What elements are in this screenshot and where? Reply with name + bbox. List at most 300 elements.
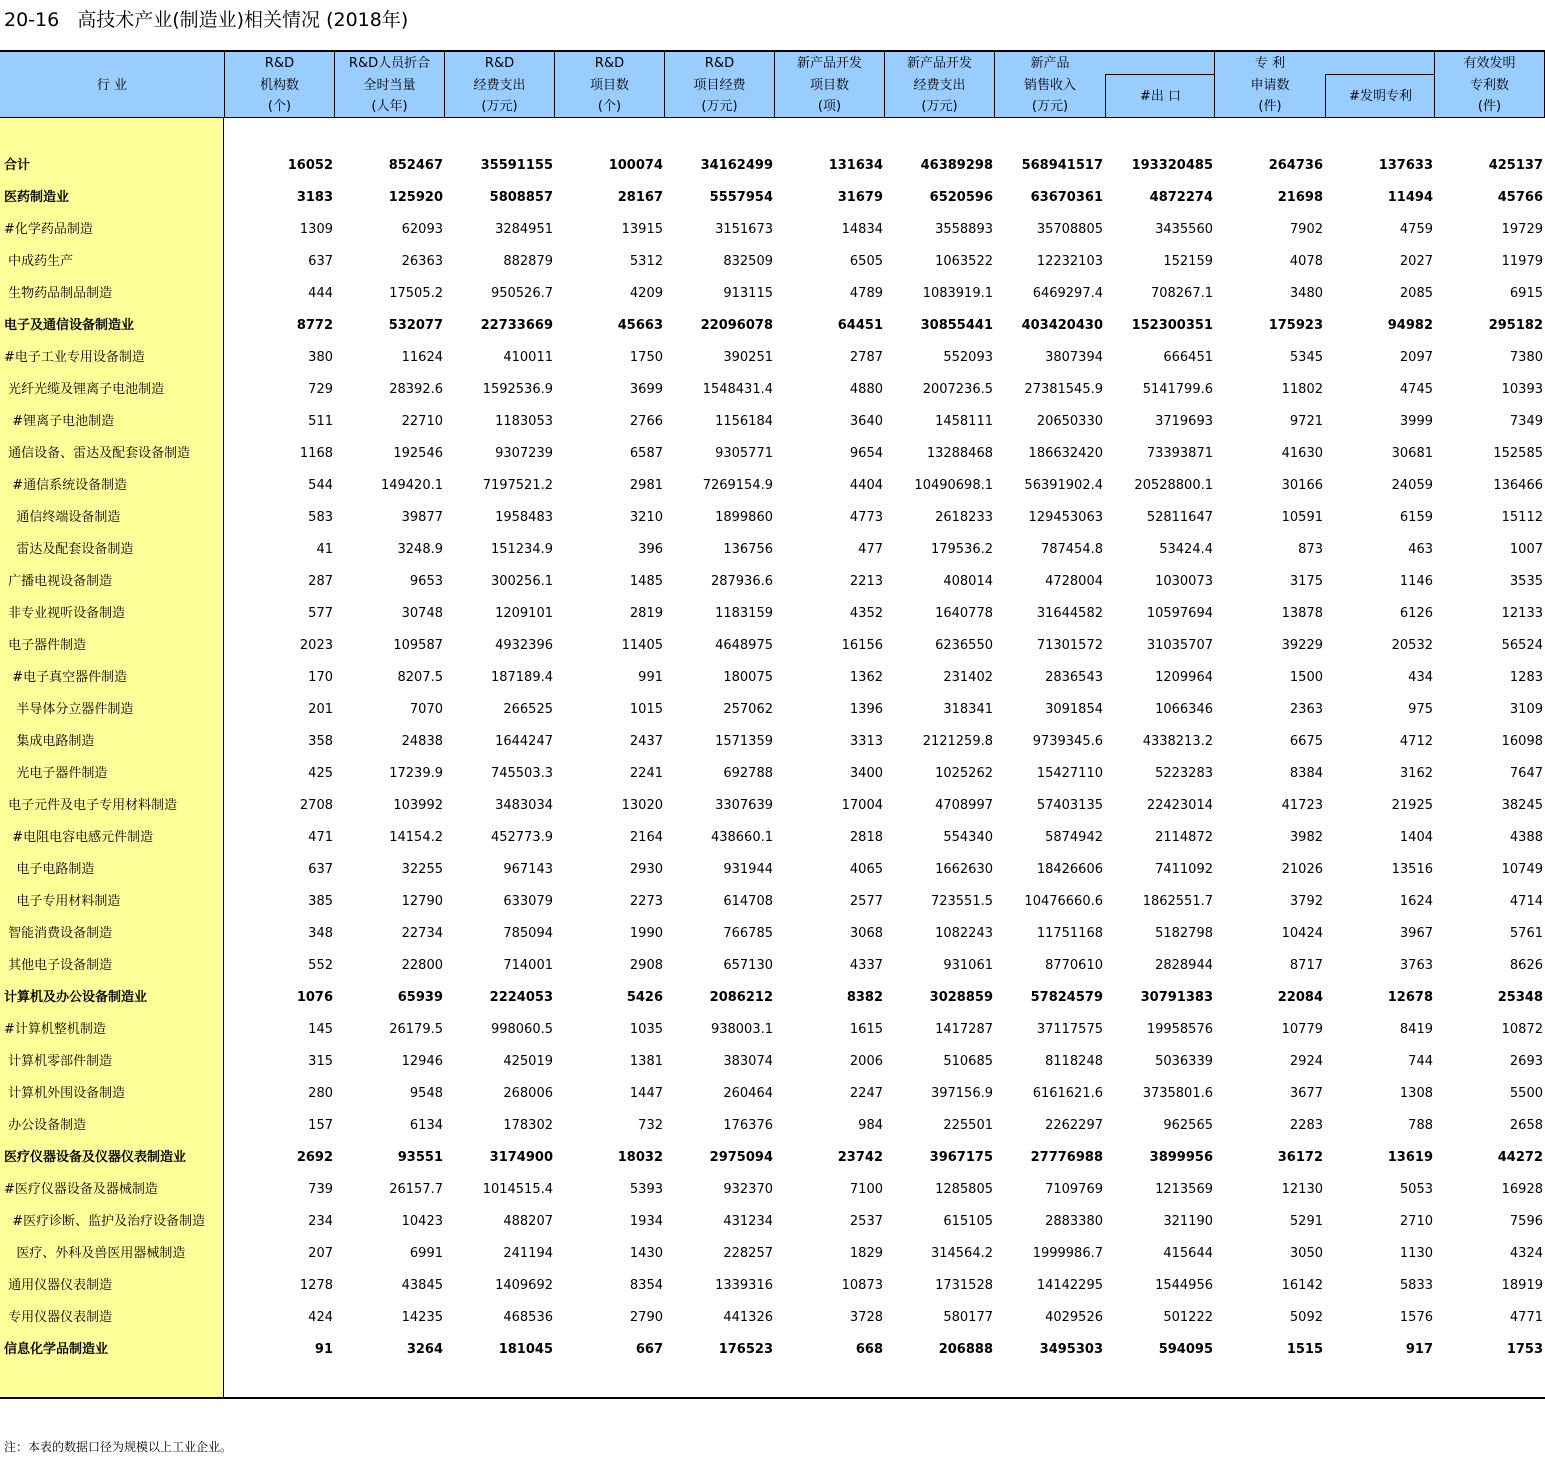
cell-rd-expenditure: 410011 [503,350,553,365]
cell-rd-expenditure: 1183053 [495,414,553,429]
cell-newprod-export: 5223283 [1155,766,1213,781]
cell-rd-projects: 45663 [617,318,663,333]
cell-newprod-export: 152159 [1163,254,1213,269]
cell-rd-projects: 1035 [629,1022,663,1037]
cell-newprod-expenditure: 1662630 [935,862,993,877]
cell-patent-applications: 3175 [1289,574,1323,589]
table-row [0,1270,1545,1302]
cell-newprod-sales: 15427110 [1036,766,1103,781]
cell-newprod-export: 52811647 [1146,510,1213,525]
cell-patent-applications: 10779 [1281,1022,1323,1037]
page-title [4,5,408,32]
cell-rd-institutions: 637 [308,862,333,877]
cell-patent-invention: 434 [1408,670,1433,685]
cell-newprod-export: 415644 [1163,1246,1213,1261]
cell-newprod-expenditure: 1063522 [935,254,993,269]
cell-patent-invention: 8419 [1399,1022,1433,1037]
cell-newprod-expenditure: 1458111 [935,414,993,429]
cell-rd-project-funds: 260464 [723,1086,773,1101]
cell-valid-invention-patents: 7380 [1509,350,1543,365]
cell-patent-invention: 744 [1408,1054,1433,1069]
cell-rd-institutions: 358 [308,734,333,749]
table-row [0,406,1545,438]
cell-rd-institutions: 1278 [299,1278,333,1293]
header-newprod-projects-l2: 项目数 [809,78,849,93]
header-newprod-expenditure-l1: 新产品开发 [906,56,972,71]
cell-newprod-expenditure: 10490698.1 [914,478,993,493]
header-rd-personnel-l2: 全时当量 [363,78,416,93]
cell-newprod-expenditure: 1417287 [935,1022,993,1037]
cell-rd-projects: 5312 [629,254,663,269]
cell-newprod-sales: 31644582 [1036,606,1103,621]
header-rd-projects-l3: (个) [597,99,622,114]
cell-rd-project-funds: 766785 [723,926,773,941]
cell-rd-expenditure: 785094 [503,926,553,941]
table-row [0,1206,1545,1238]
row-label: 其他电子设备制造 [4,958,113,973]
cell-valid-invention-patents: 1753 [1506,1342,1543,1357]
cell-newprod-expenditure: 1082243 [935,926,993,941]
cell-rd-expenditure: 950526.7 [490,286,553,301]
cell-valid-invention-patents: 10393 [1501,382,1543,397]
cell-patent-invention: 2097 [1399,350,1433,365]
cell-rd-institutions: 729 [308,382,333,397]
cell-valid-invention-patents: 8626 [1509,958,1543,973]
cell-valid-invention-patents: 3535 [1509,574,1543,589]
cell-newprod-export: 666451 [1163,350,1213,365]
cell-valid-invention-patents: 152585 [1493,446,1543,461]
cell-rd-projects: 2241 [629,766,663,781]
cell-rd-institutions: 577 [308,606,333,621]
cell-valid-invention-patents: 3109 [1509,702,1543,717]
cell-patent-invention: 94982 [1387,318,1433,333]
header-patent-applications-l3: (件) [1258,99,1282,114]
cell-rd-expenditure: 178302 [503,1118,553,1133]
cell-patent-invention: 2085 [1399,286,1433,301]
cell-rd-project-funds: 1339316 [715,1278,773,1293]
header-rd-personnel-l3: (人年) [371,99,408,114]
cell-valid-invention-patents: 7647 [1509,766,1543,781]
cell-valid-invention-patents: 4714 [1509,894,1543,909]
header-rd-project-funds-l1: R&D [704,56,735,71]
cell-rd-projects: 1447 [629,1086,663,1101]
cell-rd-personnel: 62093 [401,222,443,237]
cell-newprod-projects: 64451 [837,318,883,333]
row-label: #医疗仪器设备及器械制造 [4,1182,158,1197]
row-label: 非专业视听设备制造 [4,606,126,621]
cell-newprod-projects: 984 [858,1118,883,1133]
cell-newprod-projects: 1396 [849,702,883,717]
cell-rd-project-funds: 1548431.4 [702,382,773,397]
cell-rd-project-funds: 390251 [723,350,773,365]
cell-rd-project-funds: 441326 [723,1310,773,1325]
cell-patent-invention: 13619 [1387,1150,1433,1165]
row-label: 电子器件制造 [4,638,87,653]
row-label: 合计 [4,158,31,173]
cell-newprod-projects: 4404 [849,478,883,493]
cell-rd-expenditure: 1409692 [495,1278,553,1293]
cell-newprod-sales: 1999986.7 [1032,1246,1103,1261]
cell-patent-applications: 2363 [1289,702,1323,717]
row-label: 光电子器件制造 [4,766,108,781]
table-row [0,598,1545,630]
cell-newprod-expenditure: 6236550 [935,638,993,653]
header-newprod-sales [995,52,1105,118]
cell-patent-invention: 24059 [1391,478,1433,493]
cell-newprod-projects: 2006 [849,1054,883,1069]
cell-valid-invention-patents: 25348 [1497,990,1543,1005]
row-label: 电子专用材料制造 [4,894,121,909]
cell-newprod-sales: 129453063 [1028,510,1103,525]
cell-newprod-sales: 5874942 [1045,830,1103,845]
cell-rd-project-funds: 832509 [723,254,773,269]
cell-rd-personnel: 22734 [401,926,443,941]
cell-rd-project-funds: 1899860 [715,510,773,525]
cell-rd-expenditure: 1958483 [495,510,553,525]
cell-rd-project-funds: 614708 [723,894,773,909]
header-newprod-sales-l1: 新产品 [1030,56,1070,71]
cell-rd-institutions: 145 [308,1022,333,1037]
cell-newprod-projects: 2577 [849,894,883,909]
cell-rd-institutions: 583 [308,510,333,525]
cell-rd-institutions: 91 [314,1342,333,1357]
cell-valid-invention-patents: 19729 [1501,222,1543,237]
cell-valid-invention-patents: 2658 [1509,1118,1543,1133]
cell-patent-invention: 1308 [1399,1086,1433,1101]
table-row [0,310,1545,342]
table-row [0,1334,1545,1366]
cell-rd-institutions: 348 [308,926,333,941]
cell-newprod-export: 3719693 [1155,414,1213,429]
cell-valid-invention-patents: 44272 [1497,1150,1543,1165]
cell-valid-invention-patents: 1007 [1509,542,1543,557]
cell-rd-projects: 5393 [629,1182,663,1197]
cell-patent-invention: 4759 [1399,222,1433,237]
cell-rd-project-funds: 228257 [723,1246,773,1261]
row-label: 广播电视设备制造 [4,574,113,589]
cell-newprod-sales: 27381545.9 [1024,382,1103,397]
cell-rd-expenditure: 35591155 [480,158,553,173]
cell-valid-invention-patents: 136466 [1493,478,1543,493]
cell-patent-applications: 6675 [1289,734,1323,749]
cell-rd-projects: 13915 [621,222,663,237]
cell-newprod-projects: 1615 [849,1022,883,1037]
cell-rd-personnel: 43845 [401,1278,443,1293]
cell-patent-applications: 22084 [1277,990,1323,1005]
row-label: 医药制造业 [4,190,70,205]
cell-rd-expenditure: 745503.3 [490,766,553,781]
cell-rd-project-funds: 34162499 [700,158,773,173]
cell-newprod-expenditure: 1640778 [935,606,993,621]
cell-rd-projects: 1015 [629,702,663,717]
cell-patent-applications: 41723 [1281,798,1323,813]
cell-rd-personnel: 192546 [393,446,443,461]
header-valid-invention-patents-l3: (件) [1477,99,1502,114]
cell-rd-project-funds: 692788 [723,766,773,781]
table-row [0,438,1545,470]
cell-newprod-export: 1066346 [1155,702,1213,717]
cell-valid-invention-patents: 10749 [1501,862,1543,877]
cell-patent-applications: 10424 [1281,926,1323,941]
cell-valid-invention-patents: 4388 [1509,830,1543,845]
cell-rd-institutions: 234 [308,1214,333,1229]
cell-rd-institutions: 1076 [296,990,333,1005]
cell-rd-personnel: 12790 [401,894,443,909]
cell-valid-invention-patents: 16928 [1501,1182,1543,1197]
cell-rd-institutions: 16052 [287,158,333,173]
cell-rd-projects: 2981 [629,478,663,493]
cell-rd-institutions: 425 [308,766,333,781]
cell-rd-expenditure: 187189.4 [490,670,553,685]
cell-patent-invention: 463 [1408,542,1433,557]
cell-newprod-projects: 8382 [846,990,883,1005]
cell-newprod-export: 3899956 [1149,1150,1213,1165]
table-row [0,1110,1545,1142]
cell-newprod-projects: 2213 [849,574,883,589]
cell-rd-personnel: 11624 [401,350,443,365]
cell-newprod-expenditure: 408014 [943,574,993,589]
cell-newprod-sales: 57403135 [1036,798,1103,813]
cell-rd-personnel: 109587 [393,638,443,653]
row-label: #电阻电容电感元件制造 [4,830,154,845]
row-label: 集成电路制造 [4,734,95,749]
cell-patent-invention: 4745 [1399,382,1433,397]
table-row [0,950,1545,982]
cell-rd-institutions: 157 [308,1118,333,1133]
cell-rd-institutions: 637 [308,254,333,269]
cell-patent-applications: 3050 [1289,1246,1323,1261]
cell-rd-expenditure: 9307239 [495,446,553,461]
cell-rd-project-funds: 3307639 [715,798,773,813]
cell-newprod-sales: 7109769 [1045,1182,1103,1197]
cell-rd-expenditure: 633079 [503,894,553,909]
table-row [0,278,1545,310]
cell-rd-projects: 667 [635,1342,663,1357]
cell-rd-institutions: 2023 [299,638,333,653]
cell-newprod-expenditure: 1731528 [935,1278,993,1293]
cell-newprod-export: 5182798 [1155,926,1213,941]
cell-newprod-projects: 3728 [849,1310,883,1325]
row-label: 电子电路制造 [4,862,95,877]
cell-newprod-expenditure: 30855441 [920,318,993,333]
cell-newprod-projects: 4880 [849,382,883,397]
table-row [0,470,1545,502]
header-valid-invention-patents-l1: 有效发明 [1463,56,1516,71]
header-sub-export: #出 口 [1105,74,1215,118]
cell-rd-institutions: 511 [308,414,333,429]
cell-patent-applications: 2924 [1289,1054,1323,1069]
cell-newprod-projects: 3640 [849,414,883,429]
cell-rd-personnel: 3248.9 [397,542,443,557]
cell-rd-personnel: 32255 [401,862,443,877]
cell-rd-projects: 28167 [617,190,663,205]
cell-newprod-export: 193320485 [1131,158,1213,173]
table-row [0,630,1545,662]
cell-newprod-projects: 4352 [849,606,883,621]
cell-valid-invention-patents: 18919 [1501,1278,1543,1293]
cell-newprod-sales: 27776988 [1030,1150,1103,1165]
row-label: 中成药生产 [4,254,74,269]
cell-newprod-projects: 31679 [837,190,883,205]
header-rd-institutions [225,52,335,118]
table-row [0,1174,1545,1206]
cell-newprod-export: 4872274 [1149,190,1213,205]
cell-newprod-sales: 3091854 [1045,702,1103,717]
row-label: 计算机及办公设备制造业 [4,990,148,1005]
cell-newprod-sales: 14142295 [1036,1278,1103,1293]
cell-rd-projects: 2908 [629,958,663,973]
cell-newprod-sales: 10476660.6 [1024,894,1103,909]
cell-rd-institutions: 280 [308,1086,333,1101]
cell-rd-project-funds: 1156184 [715,414,773,429]
header-rd-expenditure [445,52,555,118]
cell-rd-expenditure: 266525 [503,702,553,717]
row-label: 计算机外围设备制造 [4,1086,126,1101]
table-row [0,182,1545,214]
cell-patent-invention: 13516 [1391,862,1433,877]
cell-rd-project-funds: 4648975 [715,638,773,653]
cell-newprod-sales: 56391902.4 [1024,478,1103,493]
cell-rd-personnel: 852467 [388,158,443,173]
cell-rd-project-funds: 7269154.9 [702,478,773,493]
cell-rd-project-funds: 176376 [723,1118,773,1133]
cell-patent-invention: 137633 [1378,158,1433,173]
cell-rd-personnel: 7070 [409,702,443,717]
cell-newprod-projects: 4065 [849,862,883,877]
cell-patent-applications: 36172 [1277,1150,1323,1165]
cell-rd-projects: 11405 [621,638,663,653]
row-label: #化学药品制造 [4,222,93,237]
cell-newprod-export: 321190 [1163,1214,1213,1229]
cell-rd-personnel: 17239.9 [389,766,443,781]
table-row [0,662,1545,694]
cell-newprod-projects: 16156 [841,638,883,653]
cell-valid-invention-patents: 5761 [1509,926,1543,941]
cell-newprod-expenditure: 46389298 [920,158,993,173]
cell-rd-project-funds: 938003.1 [710,1022,773,1037]
cell-newprod-export: 1213569 [1155,1182,1213,1197]
table-row [0,758,1545,790]
cell-patent-invention: 975 [1408,702,1433,717]
cell-patent-applications: 5291 [1289,1214,1323,1229]
cell-newprod-expenditure: 225501 [943,1118,993,1133]
cell-patent-applications: 30166 [1281,478,1323,493]
cell-rd-personnel: 22800 [401,958,443,973]
cell-rd-personnel: 6991 [409,1246,443,1261]
cell-rd-projects: 3699 [629,382,663,397]
row-label: #电子真空器件制造 [4,670,128,685]
cell-rd-expenditure: 714001 [503,958,553,973]
cell-newprod-expenditure: 931061 [943,958,993,973]
cell-rd-institutions: 2708 [299,798,333,813]
table-body [0,150,1545,1366]
cell-rd-project-funds: 438660.1 [710,830,773,845]
cell-newprod-export: 2114872 [1155,830,1213,845]
row-label: 通用仪器仪表制造 [4,1278,113,1293]
cell-patent-invention: 1624 [1399,894,1433,909]
header-rd-expenditure-l1: R&D [484,56,515,71]
cell-newprod-expenditure: 13288468 [926,446,993,461]
cell-newprod-expenditure: 6520596 [929,190,993,205]
cell-newprod-expenditure: 1083919.1 [922,286,993,301]
cell-newprod-export: 152300351 [1131,318,1213,333]
cell-newprod-export: 10597694 [1146,606,1213,621]
cell-newprod-sales: 3807394 [1045,350,1103,365]
header-patent-invention-l1 [1325,55,1434,73]
cell-patent-applications: 2283 [1289,1118,1323,1133]
header-newprod-projects-l3: (项) [817,99,842,114]
cell-newprod-sales: 6469297.4 [1032,286,1103,301]
cell-rd-expenditure: 967143 [503,862,553,877]
cell-patent-applications: 21698 [1277,190,1323,205]
header-industry-label: 行 业 [96,78,128,93]
table-row [0,246,1545,278]
cell-rd-institutions: 552 [308,958,333,973]
row-label: 信息化学品制造业 [4,1342,109,1357]
cell-newprod-expenditure: 3558893 [935,222,993,237]
cell-rd-personnel: 103992 [393,798,443,813]
cell-patent-invention: 11494 [1387,190,1433,205]
row-label: #电子工业专用设备制造 [4,350,145,365]
header-rd-project-funds-l2: 项目经费 [693,78,746,93]
cell-newprod-sales: 4029526 [1045,1310,1103,1325]
cell-newprod-sales: 403420430 [1021,318,1103,333]
cell-rd-institutions: 1309 [299,222,333,237]
cell-newprod-sales: 2883380 [1045,1214,1103,1229]
table-row [0,918,1545,950]
cell-valid-invention-patents: 6915 [1509,286,1543,301]
cell-newprod-projects: 4773 [849,510,883,525]
table-row [0,534,1545,566]
cell-valid-invention-patents: 4771 [1509,1310,1543,1325]
cell-rd-institutions: 544 [308,478,333,493]
cell-rd-project-funds: 431234 [723,1214,773,1229]
cell-newprod-expenditure: 580177 [943,1310,993,1325]
cell-newprod-export: 30791383 [1140,990,1213,1005]
cell-rd-expenditure: 22733669 [480,318,553,333]
cell-newprod-expenditure: 2007236.5 [922,382,993,397]
cell-newprod-expenditure: 397156.9 [930,1086,993,1101]
cell-rd-institutions: 315 [308,1054,333,1069]
cell-newprod-expenditure: 3967175 [929,1150,993,1165]
cell-rd-projects: 2164 [629,830,663,845]
cell-rd-personnel: 30748 [401,606,443,621]
cell-newprod-projects: 14834 [841,222,883,237]
header-newprod-expenditure-l3: (万元) [921,99,958,114]
cell-rd-personnel: 10423 [401,1214,443,1229]
table-row [0,566,1545,598]
header-rd-institutions-l1: R&D [264,56,295,71]
cell-valid-invention-patents: 10872 [1501,1022,1543,1037]
cell-valid-invention-patents: 7349 [1509,414,1543,429]
cell-rd-institutions: 8772 [296,318,333,333]
cell-rd-expenditure: 882879 [503,254,553,269]
cell-patent-applications: 873 [1298,542,1323,557]
cell-rd-projects: 1485 [629,574,663,589]
cell-patent-invention: 12678 [1387,990,1433,1005]
cell-newprod-projects: 1362 [849,670,883,685]
cell-rd-expenditure: 300256.1 [490,574,553,589]
header-newprod-export-l1 [1105,55,1214,73]
cell-newprod-projects: 2818 [849,830,883,845]
cell-rd-personnel: 14235 [401,1310,443,1325]
cell-patent-applications: 41630 [1281,446,1323,461]
cell-newprod-export: 5141799.6 [1142,382,1213,397]
cell-rd-expenditure: 241194 [503,1246,553,1261]
header-sub-invention: #发明专利 [1325,74,1435,118]
cell-rd-project-funds: 932370 [723,1182,773,1197]
cell-valid-invention-patents: 4324 [1509,1246,1543,1261]
